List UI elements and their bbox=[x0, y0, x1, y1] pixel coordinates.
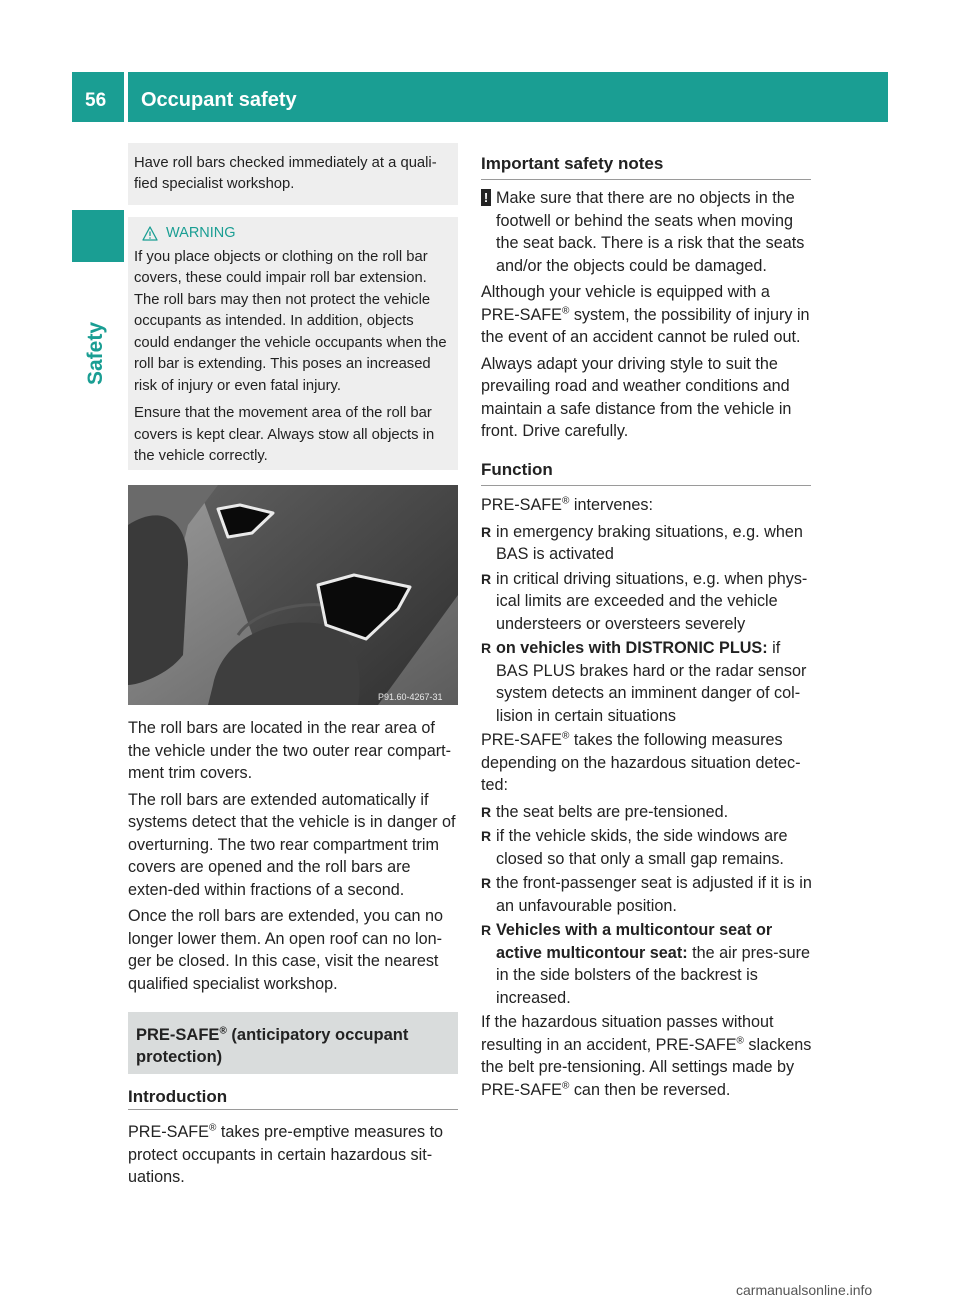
side-tab-marker bbox=[72, 210, 124, 262]
pre-safe-heading bbox=[128, 1012, 458, 1074]
introduction-heading: Introduction bbox=[128, 1086, 458, 1110]
list-item: R in emergency braking situations, e.g. when BAS is activated bbox=[481, 521, 813, 566]
registered-mark: ® bbox=[219, 1025, 227, 1037]
driving-style-note: Always adapt your driving style to suit the prevailing road and weather conditions and maintain a safe distance from the vehicle in front. Drive carefully. bbox=[481, 354, 792, 440]
list-item: R in critical driving situations, e.g. when phys-ical limits are exceeded and the vehicle understeers or oversteers severely bbox=[481, 568, 813, 636]
introduction-text bbox=[128, 1121, 460, 1193]
section-title: Occupant safety bbox=[128, 72, 888, 122]
pre-safe-heading-a: PRE-SAFE bbox=[136, 1026, 220, 1044]
intervention-list bbox=[481, 521, 813, 728]
exclamation-icon: ! bbox=[481, 189, 491, 206]
page-number: 56 bbox=[72, 72, 124, 122]
intervenes-line: PRE-SAFE® intervenes: bbox=[481, 495, 654, 514]
reversal-note: If the hazardous situation passes without resulting in an accident, PRE-SAFE® slackens the belt pre-tensioning. All settings made by PRE-SAFE® can then be reversed. bbox=[481, 1013, 812, 1099]
list-item: R on vehicles with DISTRONIC PLUS: if BAS PLUS brakes hard or the radar sensor system detects an imminent danger of col-lision in certain situations bbox=[481, 637, 813, 727]
roll-bar-para-3: Once the roll bars are extended, you can no longer lower them. An open roof can no lon-ger be closed. In this case, visit the nearest qualified specialist workshop. bbox=[128, 907, 443, 993]
intro-text: takes pre-emptive measures to protect occupants in certain hazardous sit-uations. bbox=[128, 1123, 444, 1186]
list-item: R the seat belts are pre-tensioned. bbox=[481, 801, 813, 824]
side-label: Safety bbox=[84, 322, 107, 386]
warning-text-1: If you place objects or clothing on the roll bar covers, these could impair roll bar extension. The roll bars may then not protect the vehicle occupants as intended. In addition, objects could endanger the vehicle occupants when the roll bar is extending. This poses an increased risk of injury or even fatal injury. bbox=[134, 248, 447, 394]
list-item: R Vehicles with a multicontour seat or active multicontour seat: the air pres-sure in the side bolsters of the backrest is increased. bbox=[481, 919, 813, 1009]
footer-url: carmanualsonline.info bbox=[736, 1282, 873, 1298]
notice-text: Make sure that there are no objects in the footwell or behind the seats when moving the seat back. There is a risk that the seats and/or the objects could be damaged. bbox=[496, 189, 805, 275]
photo-code: P91.60-4267-31 bbox=[378, 692, 443, 702]
roll-bar-covers-illustration bbox=[128, 485, 458, 705]
function-heading: Function bbox=[481, 459, 811, 486]
roll-bar-para-1: The roll bars are located in the rear area of the vehicle under the two outer rear compart-ment trim covers. bbox=[128, 719, 452, 782]
pre-safe-heading-b: (anticipatory occupant protection) bbox=[136, 1026, 409, 1066]
list-item: R the front-passenger seat is adjusted if it is in an unfavourable position. bbox=[481, 872, 813, 917]
roll-bar-check-note: Have roll bars checked immediately at a quali-fied specialist workshop. bbox=[128, 143, 458, 205]
warning-box bbox=[128, 217, 458, 470]
roll-bar-photo bbox=[128, 485, 458, 705]
warning-text-2: Ensure that the movement area of the roll bar covers is kept clear. Always stow all objects in the vehicle correctly. bbox=[134, 405, 435, 464]
right-column-top bbox=[481, 187, 813, 447]
registered-mark: ® bbox=[208, 1122, 217, 1134]
notice-item bbox=[481, 187, 813, 277]
measures-list bbox=[481, 801, 813, 1010]
measures-intro: PRE-SAFE® takes the following measures depending on the hazardous situation detec-ted: bbox=[481, 730, 801, 794]
warning-triangle-icon bbox=[142, 226, 158, 241]
intro-pre-safe: PRE-SAFE bbox=[128, 1123, 209, 1141]
warning-title bbox=[134, 223, 452, 245]
important-safety-notes-heading: Important safety notes bbox=[481, 153, 811, 180]
function-content bbox=[481, 494, 813, 1105]
roll-bar-para-2: The roll bars are extended automatically if systems detect that the vehicle is in danger of overturning. The two rear compartment trim covers are opened and the roll bars are exten-ded within fractions of a second. bbox=[128, 790, 456, 899]
warning-title-text: WARNING bbox=[166, 225, 236, 241]
pre-safe-injury-note: Although your vehicle is equipped with a PRE-SAFE® system, the possibility of injury in the event of an accident cannot be ruled out. bbox=[481, 283, 810, 346]
list-item: R if the vehicle skids, the side windows are closed so that only a small gap remains. bbox=[481, 825, 813, 870]
roll-bar-description bbox=[128, 717, 460, 999]
